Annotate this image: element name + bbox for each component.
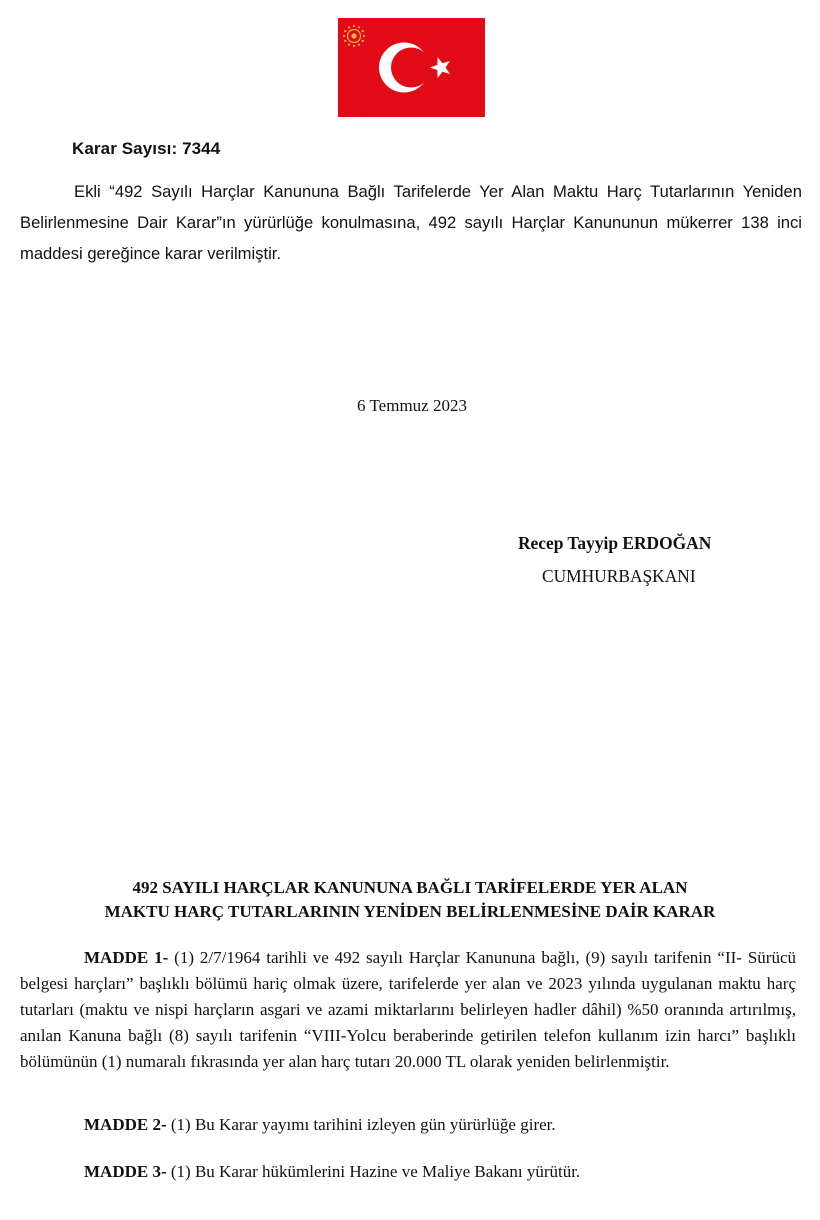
decree-title <box>0 876 820 924</box>
intro-paragraph: Ekli “492 Sayılı Harçlar Kanununa Bağlı Tarifelerde Yer Alan Maktu Harç Tutarlarının Yeniden Belirlenmesine Dair Karar”ın yürürlüğe konulmasına, 492 sayılı Harçlar Kanununun mükerrer 138 inci maddesi gereğince karar verilmiştir. <box>20 182 802 263</box>
article-3 <box>20 1159 796 1185</box>
signer-title: CUMHURBAŞKANI <box>542 566 696 586</box>
turkish-flag-icon <box>338 18 485 117</box>
article-3-text: (1) Bu Karar hükümlerini Hazine ve Maliye Bakanı yürütür. <box>166 1162 581 1181</box>
article-1 <box>20 945 796 1075</box>
article-1-text: (1) 2/7/1964 tarihli ve 492 sayılı Harçlar Kanununa bağlı, (9) sayılı tarifenin “II- Sürücü belgesi harçları” başlıklı bölümü hariç olmak üzere, tarifelerde yer alan ve 2023 yılında uygulanan maktu harç tutarları (maktu ve nispi harçların asgari ve azami miktarlarını belirleyen hadler dâhil) %50 oranında artırılmış, anılan Kanuna bağlı (8) sayılı tarifenin “VIII-Yolcu beraberinde getirilen telefon kullanım izin harcı” başlıklı bölümünün (1) numaralı fıkrasında yer alan harç tutarı 20.000 TL olarak yeniden belirlenmiştir. <box>20 948 796 1071</box>
signature-date: 6 Temmuz 2023 <box>357 396 467 415</box>
article-2-label: MADDE 2- <box>84 1115 167 1134</box>
decision-number: Karar Sayısı: 7344 <box>72 139 221 158</box>
article-2-text: (1) Bu Karar yayımı tarihini izleyen gün yürürlüğe girer. <box>166 1115 556 1134</box>
article-1-label: MADDE 1- <box>84 948 169 967</box>
article-2 <box>20 1112 796 1138</box>
signer-name: Recep Tayyip ERDOĞAN <box>518 533 712 553</box>
decree-title-line-2: MAKTU HARÇ TUTARLARININ YENİDEN BELİRLENMESİNE DAİR KARAR <box>104 902 716 921</box>
article-3-label: MADDE 3- <box>84 1162 167 1181</box>
decree-title-line-1: 492 SAYILI HARÇLAR KANUNUNA BAĞLI TARİFELERDE YER ALAN <box>132 878 688 897</box>
